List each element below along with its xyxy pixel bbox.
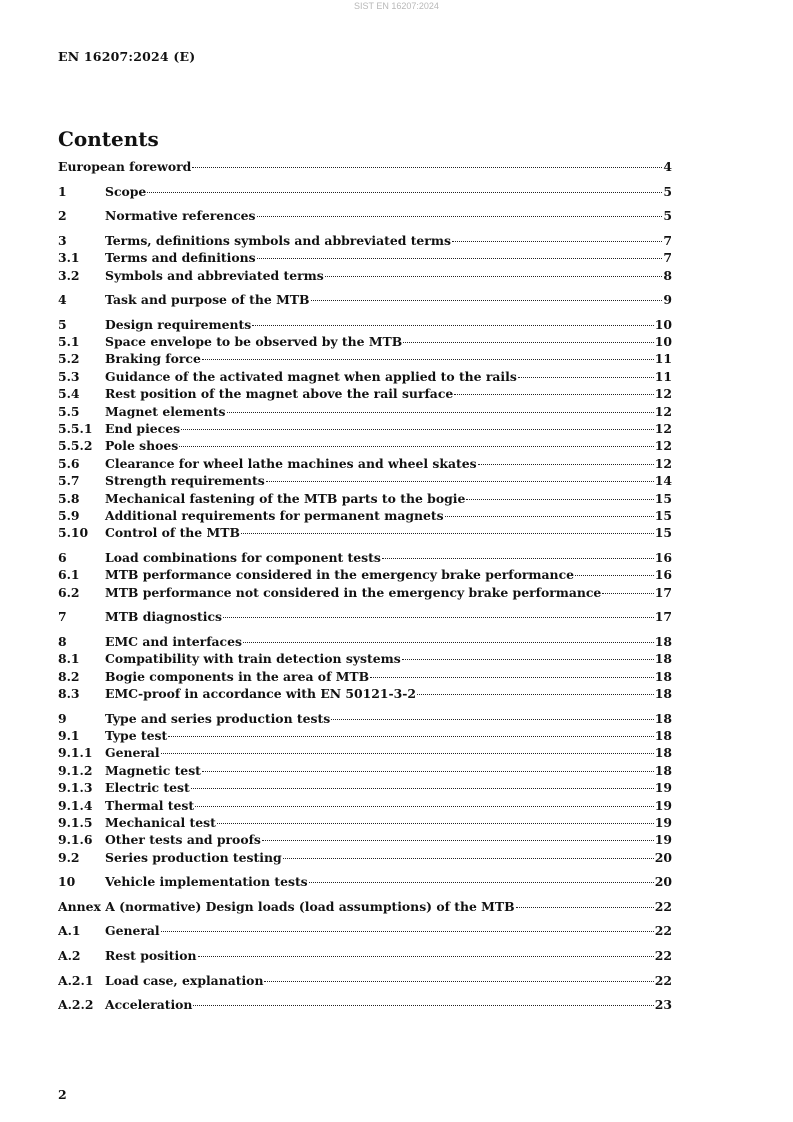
toc-entry-title: Annex A (normative) Design loads (load assumptions) of the MTB bbox=[58, 898, 515, 914]
dot-leader bbox=[575, 575, 654, 576]
toc-entry[interactable] bbox=[58, 421, 672, 438]
toc-entry-number: 6.1 bbox=[58, 567, 80, 583]
toc-entry-page: 18 bbox=[654, 668, 672, 684]
toc-entry-number: A.2 bbox=[58, 948, 81, 964]
dot-leader bbox=[382, 558, 654, 559]
toc-entry-number: 5.8 bbox=[58, 490, 80, 506]
toc-entry-title: EMC-proof in accordance with EN 50121-3-2 bbox=[105, 686, 417, 702]
toc-entry-title: Acceleration bbox=[105, 997, 193, 1013]
toc-entry[interactable] bbox=[58, 567, 672, 584]
toc-entry-page: 18 bbox=[654, 710, 672, 726]
toc-entry-number: 5.4 bbox=[58, 386, 80, 402]
dot-leader bbox=[454, 394, 653, 395]
toc-entry-number: 5.6 bbox=[58, 455, 80, 471]
toc-entry-number: 5.10 bbox=[58, 525, 89, 541]
toc-entry-page: 8 bbox=[663, 267, 672, 283]
toc-entry-number: 9.1.1 bbox=[58, 745, 93, 761]
toc-entry[interactable] bbox=[58, 386, 672, 403]
dot-leader bbox=[264, 981, 653, 982]
toc-entry-number: 4 bbox=[58, 292, 67, 308]
toc-entry-page: 18 bbox=[654, 651, 672, 667]
toc-entry[interactable] bbox=[58, 491, 672, 508]
toc-entry-title: Control of the MTB bbox=[105, 525, 240, 541]
dot-leader bbox=[283, 858, 654, 859]
toc-entry-page: 10 bbox=[654, 316, 672, 332]
toc-entry[interactable] bbox=[58, 184, 672, 201]
toc-entry[interactable] bbox=[58, 973, 672, 990]
toc-entry-page: 22 bbox=[654, 898, 672, 914]
toc-entry-title: General bbox=[105, 745, 160, 761]
toc-entry-title: Electric test bbox=[105, 780, 190, 796]
toc-entry[interactable] bbox=[58, 208, 672, 225]
toc-entry[interactable] bbox=[58, 334, 672, 351]
dot-leader bbox=[466, 499, 653, 500]
toc-entry-page: 12 bbox=[654, 455, 672, 471]
toc-entry[interactable] bbox=[58, 780, 672, 797]
toc-entry-page: 15 bbox=[654, 490, 672, 506]
toc-entry-page: 12 bbox=[654, 438, 672, 454]
toc-entry-title: Task and purpose of the MTB bbox=[105, 292, 310, 308]
toc-entry-page: 18 bbox=[654, 686, 672, 702]
toc-entry[interactable] bbox=[58, 404, 672, 421]
toc-entry[interactable] bbox=[58, 651, 672, 668]
toc-entry-number: 9.1.3 bbox=[58, 780, 93, 796]
toc-entry-title: Type test bbox=[105, 728, 168, 744]
dot-leader bbox=[262, 840, 654, 841]
toc-entry-page: 12 bbox=[654, 403, 672, 419]
toc-entry-number: A.2.2 bbox=[58, 997, 94, 1013]
toc-entry-title: EMC and interfaces bbox=[105, 633, 242, 649]
toc-entry-number: 5.5 bbox=[58, 403, 80, 419]
toc-entry-number: 5.1 bbox=[58, 334, 80, 350]
toc-entry-number: 5.9 bbox=[58, 507, 80, 523]
toc-entry[interactable] bbox=[58, 763, 672, 780]
toc-entry[interactable] bbox=[58, 728, 672, 745]
toc-entry-title: Pole shoes bbox=[105, 438, 179, 454]
toc-entry-title: Design requirements bbox=[105, 316, 252, 332]
page-number: 2 bbox=[58, 1087, 67, 1102]
toc-entry[interactable] bbox=[58, 159, 672, 176]
toc-entry-title: Guidance of the activated magnet when applied to the rails bbox=[105, 368, 517, 384]
toc-entry-title: Magnet elements bbox=[105, 403, 226, 419]
dot-leader bbox=[202, 359, 654, 360]
toc-entry-title: Terms, definitions symbols and abbreviated terms bbox=[105, 232, 451, 248]
toc-entry[interactable] bbox=[58, 997, 672, 1014]
toc-entry[interactable] bbox=[58, 832, 672, 849]
toc-entry-number: 9.1.6 bbox=[58, 832, 93, 848]
toc-entry-title: Rest position of the magnet above the rail surface bbox=[105, 386, 454, 402]
toc-entry-number: 8.1 bbox=[58, 651, 80, 667]
dot-leader bbox=[202, 771, 654, 772]
dot-leader bbox=[241, 533, 654, 534]
toc-entry-title: Braking force bbox=[105, 351, 201, 367]
toc-entry-number: 9.1 bbox=[58, 728, 80, 744]
toc-entry[interactable] bbox=[58, 948, 672, 965]
toc-entry-page: 18 bbox=[654, 745, 672, 761]
toc-entry-title: Other tests and proofs bbox=[105, 832, 261, 848]
toc-entry[interactable] bbox=[58, 923, 672, 940]
dot-leader bbox=[309, 882, 654, 883]
toc-entry-page: 7 bbox=[663, 232, 672, 248]
dot-leader bbox=[266, 481, 654, 482]
toc-entry[interactable] bbox=[58, 585, 672, 602]
toc-entry-title: MTB performance considered in the emergency brake performance bbox=[105, 567, 574, 583]
dot-leader bbox=[243, 642, 654, 643]
dot-leader bbox=[223, 617, 654, 618]
toc-entry-number: 9.1.2 bbox=[58, 762, 93, 778]
toc-entry-title: Type and series production tests bbox=[105, 710, 331, 726]
toc-entry-number: 7 bbox=[58, 609, 67, 625]
toc-entry-page: 18 bbox=[654, 633, 672, 649]
toc-entry-number: 9.1.4 bbox=[58, 797, 93, 813]
toc-entry-title: Normative references bbox=[105, 208, 256, 224]
toc-entry[interactable] bbox=[58, 292, 672, 309]
toc-entry-title: Vehicle implementation tests bbox=[105, 874, 308, 890]
dot-leader bbox=[311, 300, 663, 301]
toc-entry-number: 9.2 bbox=[58, 849, 80, 865]
dot-leader bbox=[452, 241, 662, 242]
toc-entry[interactable] bbox=[58, 711, 672, 728]
toc-entry[interactable] bbox=[58, 550, 672, 567]
toc-entry-page: 7 bbox=[663, 250, 672, 266]
toc-entry-page: 9 bbox=[663, 292, 672, 308]
dot-leader bbox=[257, 258, 663, 259]
dot-leader bbox=[168, 736, 654, 737]
dot-leader bbox=[195, 806, 654, 807]
toc-entry[interactable] bbox=[58, 525, 672, 542]
toc-entry[interactable] bbox=[58, 609, 672, 626]
toc-entry[interactable] bbox=[58, 850, 672, 867]
toc-entry[interactable] bbox=[58, 438, 672, 455]
toc-entry-page: 17 bbox=[654, 609, 672, 625]
toc-entry-page: 5 bbox=[663, 183, 672, 199]
toc-entry-page: 20 bbox=[654, 849, 672, 865]
toc-entry-page: 16 bbox=[654, 549, 672, 565]
toc-entry-number: A.2.1 bbox=[58, 972, 94, 988]
toc-entry[interactable] bbox=[58, 369, 672, 386]
toc-entry-page: 14 bbox=[654, 473, 672, 489]
dot-leader bbox=[518, 377, 654, 378]
toc-entry[interactable] bbox=[58, 317, 672, 334]
toc-entry[interactable] bbox=[58, 669, 672, 686]
toc-entry-number: 8.3 bbox=[58, 686, 80, 702]
dot-leader bbox=[179, 446, 653, 447]
toc-entry-page: 19 bbox=[654, 797, 672, 813]
dot-leader bbox=[198, 956, 654, 957]
dot-leader bbox=[370, 677, 654, 678]
toc-entry-number: 9.1.5 bbox=[58, 814, 93, 830]
dot-leader bbox=[193, 1005, 653, 1006]
toc-entry-number: 3.1 bbox=[58, 250, 80, 266]
toc-entry-number: 6.2 bbox=[58, 584, 80, 600]
toc-entry-title: Load combinations for component tests bbox=[105, 549, 381, 565]
toc-entry-page: 10 bbox=[654, 334, 672, 350]
toc-entry[interactable] bbox=[58, 874, 672, 891]
toc-entry[interactable] bbox=[58, 473, 672, 490]
toc-entry-number: 6 bbox=[58, 549, 67, 565]
toc-entry-page: 19 bbox=[654, 832, 672, 848]
dot-leader bbox=[478, 464, 654, 465]
toc-entry-number: 5.2 bbox=[58, 351, 80, 367]
toc-entry-page: 12 bbox=[654, 421, 672, 437]
dot-leader bbox=[161, 753, 654, 754]
toc-entry-page: 12 bbox=[654, 386, 672, 402]
toc-entry-page: 22 bbox=[654, 923, 672, 939]
dot-leader bbox=[191, 788, 654, 789]
toc-entry-page: 18 bbox=[654, 728, 672, 744]
toc-entry[interactable] bbox=[58, 250, 672, 267]
dot-leader bbox=[252, 325, 654, 326]
toc-entry-title: Magnetic test bbox=[105, 762, 201, 778]
toc-entry-number: 1 bbox=[58, 183, 67, 199]
toc-entry-page: 23 bbox=[654, 997, 672, 1013]
toc-entry-title: Series production testing bbox=[105, 849, 282, 865]
toc-entry-page: 19 bbox=[654, 814, 672, 830]
toc-entry-title: Symbols and abbreviated terms bbox=[105, 267, 324, 283]
toc-entry-title: Scope bbox=[105, 183, 147, 199]
dot-leader bbox=[217, 823, 654, 824]
toc-entry-page: 11 bbox=[654, 368, 672, 384]
toc-entry-title: Mechanical test bbox=[105, 814, 216, 830]
toc-entry-number: 8 bbox=[58, 633, 67, 649]
dot-leader bbox=[181, 429, 654, 430]
toc-entry-number: 10 bbox=[58, 874, 76, 890]
toc-entry-title: Rest position bbox=[105, 948, 197, 964]
dot-leader bbox=[227, 412, 654, 413]
page-title: Contents bbox=[58, 127, 159, 151]
toc-entry-title: Additional requirements for permanent magnets bbox=[105, 507, 444, 523]
toc-entry-title: European foreword bbox=[58, 159, 192, 174]
toc-entry-title: General bbox=[105, 923, 160, 939]
toc-entry[interactable] bbox=[58, 268, 672, 285]
toc-entry[interactable] bbox=[58, 815, 672, 832]
toc-entry[interactable] bbox=[58, 798, 672, 815]
toc-entry-title: Bogie components in the area of MTB bbox=[105, 668, 370, 684]
toc-entry[interactable] bbox=[58, 686, 672, 703]
watermark: SIST EN 16207:2024 bbox=[354, 1, 439, 11]
dot-leader bbox=[516, 907, 654, 908]
table-of-contents bbox=[58, 159, 672, 1015]
toc-entry[interactable] bbox=[58, 634, 672, 651]
toc-entry-number: 5.5.2 bbox=[58, 438, 93, 454]
dot-leader bbox=[161, 931, 654, 932]
toc-entry-number: A.1 bbox=[58, 923, 81, 939]
toc-entry-number: 5.5.1 bbox=[58, 421, 93, 437]
toc-entry-title: Strength requirements bbox=[105, 473, 265, 489]
document-id: EN 16207:2024 (E) bbox=[58, 49, 196, 64]
dot-leader bbox=[325, 276, 663, 277]
toc-entry[interactable] bbox=[58, 456, 672, 473]
toc-entry-title: Space envelope to be observed by the MTB bbox=[105, 334, 403, 350]
toc-entry-number: 9 bbox=[58, 710, 67, 726]
dot-leader bbox=[602, 593, 653, 594]
toc-entry[interactable] bbox=[58, 233, 672, 250]
toc-entry-page: 18 bbox=[654, 762, 672, 778]
toc-entry-page: 22 bbox=[654, 972, 672, 988]
toc-entry-page: 11 bbox=[654, 351, 672, 367]
dot-leader bbox=[402, 659, 654, 660]
toc-entry[interactable] bbox=[58, 899, 672, 916]
toc-entry-page: 4 bbox=[663, 159, 672, 174]
toc-entry[interactable] bbox=[58, 508, 672, 525]
toc-entry-number: 5 bbox=[58, 316, 67, 332]
dot-leader bbox=[417, 694, 654, 695]
toc-entry-page: 15 bbox=[654, 525, 672, 541]
toc-entry-title: MTB performance not considered in the emergency brake performance bbox=[105, 584, 602, 600]
toc-entry-page: 16 bbox=[654, 567, 672, 583]
toc-entry-title: Load case, explanation bbox=[105, 972, 264, 988]
toc-entry-title: Mechanical fastening of the MTB parts to the bogie bbox=[105, 490, 466, 506]
toc-entry-title: Thermal test bbox=[105, 797, 195, 813]
toc-entry-title: Terms and definitions bbox=[105, 250, 256, 266]
toc-entry[interactable] bbox=[58, 351, 672, 368]
toc-entry-page: 22 bbox=[654, 948, 672, 964]
toc-entry-number: 5.7 bbox=[58, 473, 80, 489]
toc-entry-number: 2 bbox=[58, 208, 67, 224]
toc-entry-page: 20 bbox=[654, 874, 672, 890]
toc-entry-title: End pieces bbox=[105, 421, 181, 437]
dot-leader bbox=[147, 192, 662, 193]
toc-entry-page: 15 bbox=[654, 507, 672, 523]
toc-entry-page: 17 bbox=[654, 584, 672, 600]
toc-entry-title: MTB diagnostics bbox=[105, 609, 222, 625]
dot-leader bbox=[192, 167, 662, 168]
toc-entry-number: 8.2 bbox=[58, 668, 80, 684]
dot-leader bbox=[403, 342, 654, 343]
toc-entry-page: 5 bbox=[663, 208, 672, 224]
toc-entry-title: Compatibility with train detection systems bbox=[105, 651, 401, 667]
toc-entry-number: 3 bbox=[58, 232, 67, 248]
toc-entry-number: 5.3 bbox=[58, 368, 80, 384]
toc-entry-number: 3.2 bbox=[58, 267, 80, 283]
toc-entry[interactable] bbox=[58, 745, 672, 762]
dot-leader bbox=[257, 216, 663, 217]
toc-entry-title: Clearance for wheel lathe machines and wheel skates bbox=[105, 455, 477, 471]
dot-leader bbox=[331, 719, 654, 720]
toc-entry-page: 19 bbox=[654, 780, 672, 796]
dot-leader bbox=[445, 516, 654, 517]
